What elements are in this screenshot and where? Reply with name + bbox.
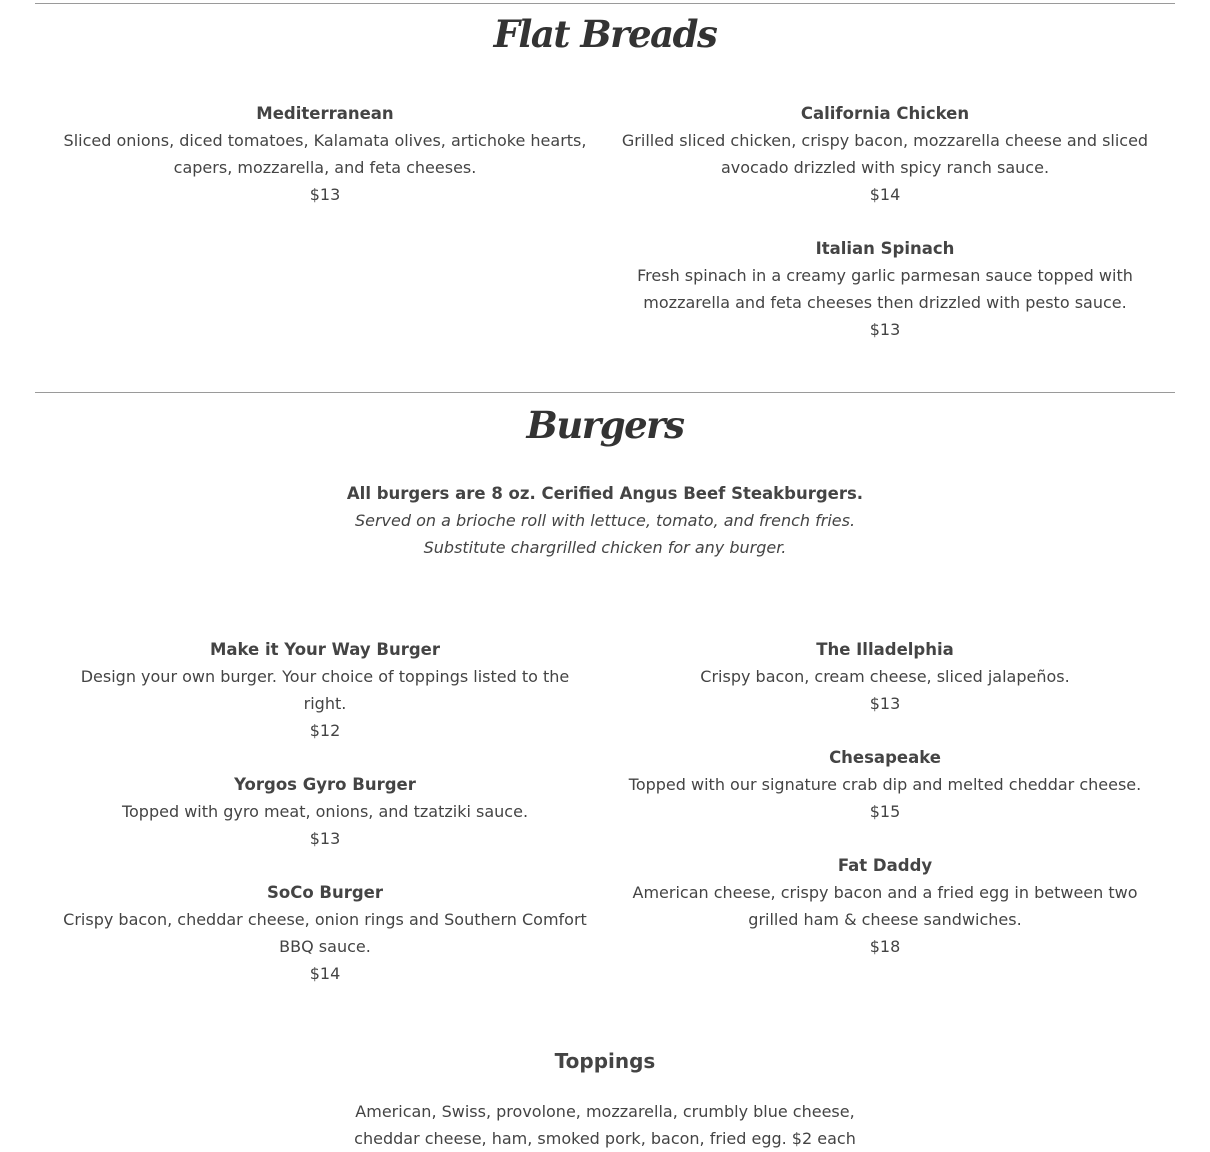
top-divider <box>35 3 1175 4</box>
menu-item-name: The Illadelphia <box>816 640 954 659</box>
menu-item-mediterranean <box>55 100 595 208</box>
menu-item-description: Grilled sliced chicken, crispy bacon, mozzarella cheese and sliced avocado drizzled with spicy ranch sauce. <box>621 131 1149 177</box>
menu-item-price: $12 <box>309 721 341 740</box>
menu-item-name: Make it Your Way Burger <box>209 640 441 659</box>
menu-item-description: Crispy bacon, cheddar cheese, onion rings and Southern Comfort BBQ sauce. <box>63 910 587 956</box>
menu-item-chesapeake <box>615 744 1155 825</box>
burgers-intro-line: Substitute chargrilled chicken for any burger. <box>423 538 787 557</box>
menu-item-name: California Chicken <box>800 104 970 123</box>
menu-item-price: $13 <box>309 185 341 204</box>
burgers-intro-line: Served on a brioche roll with lettuce, tomato, and french fries. <box>354 511 856 530</box>
menu-item-make-it-your-way-burger <box>55 636 595 744</box>
menu-item-price: $13 <box>869 694 901 713</box>
menu-item-description: American cheese, crispy bacon and a fried egg in between two grilled ham & cheese sandwiches. <box>632 883 1138 929</box>
menu-item-the-illadelphia <box>615 636 1155 717</box>
menu-item-name: Fat Daddy <box>837 856 933 875</box>
menu-item-name: SoCo Burger <box>266 883 383 902</box>
menu-item-name: Mediterranean <box>256 104 394 123</box>
toppings-list: American, Swiss, provolone, mozzarella, crumbly blue cheese, cheddar cheese, ham, smoked pork, bacon, fried egg. $2 each <box>354 1102 856 1148</box>
toppings-title: Toppings <box>554 1049 656 1073</box>
menu-item-soco-burger <box>55 879 595 987</box>
menu-item-price: $18 <box>869 937 901 956</box>
menu-item-price: $15 <box>869 802 901 821</box>
menu-item-italian-spinach <box>615 235 1155 343</box>
menu-item-description: Sliced onions, diced tomatoes, Kalamata olives, artichoke hearts, capers, mozzarella, and feta cheeses. <box>63 131 587 177</box>
menu-item-yorgos-gyro-burger <box>55 771 595 852</box>
burgers-intro-line: All burgers are 8 oz. Cerified Angus Beef Steakburgers. <box>346 484 864 503</box>
burgers-intro <box>0 480 1210 561</box>
menu-item-description: Fresh spinach in a creamy garlic parmesan sauce topped with mozzarella and feta cheeses then drizzled with pesto sauce. <box>637 266 1133 312</box>
menu-item-name: Italian Spinach <box>815 239 955 258</box>
menu-item-description: Design your own burger. Your choice of toppings listed to the right. <box>80 667 570 713</box>
menu-item-name: Chesapeake <box>829 748 941 767</box>
menu-item-price: $13 <box>869 320 901 339</box>
menu-item-description: Topped with our signature crab dip and melted cheddar cheese. <box>628 775 1142 794</box>
menu-item-description: Crispy bacon, cream cheese, sliced jalapeños. <box>700 667 1070 686</box>
menu-item-fat-daddy <box>615 852 1155 960</box>
flatbreads-section-title: Flat Breads <box>493 12 717 56</box>
menu-item-description: Topped with gyro meat, onions, and tzatziki sauce. <box>121 802 529 821</box>
menu-item-name: Yorgos Gyro Burger <box>234 775 416 794</box>
menu-item-price: $13 <box>309 829 341 848</box>
burgers-section-title: Burgers <box>526 403 684 447</box>
section-divider <box>35 392 1175 393</box>
menu-item-price: $14 <box>309 964 341 983</box>
menu-item-price: $14 <box>869 185 901 204</box>
menu-item-california-chicken <box>615 100 1155 208</box>
